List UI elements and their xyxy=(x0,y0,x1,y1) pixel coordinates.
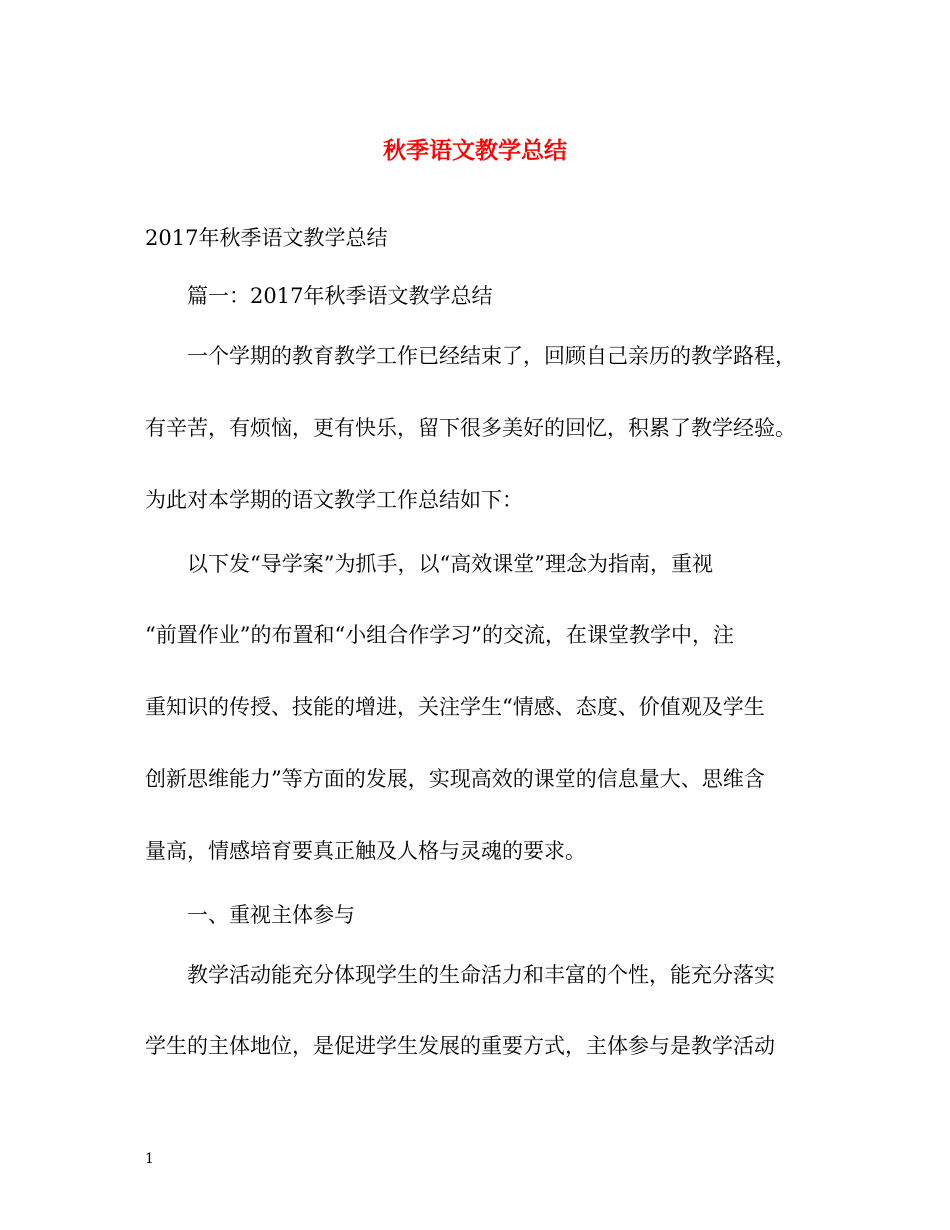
section-heading: 篇一：2017年秋季语文教学总结 xyxy=(187,284,493,308)
paragraph-line: 重知识的传授、技能的增进，关注学生“情感、态度、价值观及学生 xyxy=(145,695,765,719)
document-title: 秋季语文教学总结 xyxy=(383,137,567,164)
section-heading: 一、重视主体参与 xyxy=(187,903,355,927)
paragraph-line: “前置作业”的布置和“小组合作学习”的交流，在课堂教学中，注 xyxy=(145,623,734,647)
paragraph-line: 以下发“导学案”为抓手，以“高效课堂”理念为指南，重视 xyxy=(187,552,713,576)
document-subtitle: 2017年秋季语文教学总结 xyxy=(145,226,388,250)
paragraph-line: 为此对本学期的语文教学工作总结如下： xyxy=(145,488,523,512)
page-number: 1 xyxy=(145,1151,154,1167)
paragraph-line: 教学活动能充分体现学生的生命活力和丰富的个性，能充分落实 xyxy=(187,963,775,987)
paragraph-line: 学生的主体地位，是促进学生发展的重要方式，主体参与是教学活动 xyxy=(145,1034,775,1058)
paragraph-line: 量高，情感培育要真正触及人格与灵魂的要求。 xyxy=(145,839,586,863)
paragraph-line: 创新思维能力”等方面的发展，实现高效的课堂的信息量大、思维含 xyxy=(145,767,765,791)
paragraph-line: 有辛苦，有烦恼，更有快乐，留下很多美好的回忆，积累了教学经验。 xyxy=(145,416,796,440)
paragraph-line: 一个学期的教育教学工作已经结束了，回顾自己亲历的教学路程， xyxy=(187,344,796,368)
